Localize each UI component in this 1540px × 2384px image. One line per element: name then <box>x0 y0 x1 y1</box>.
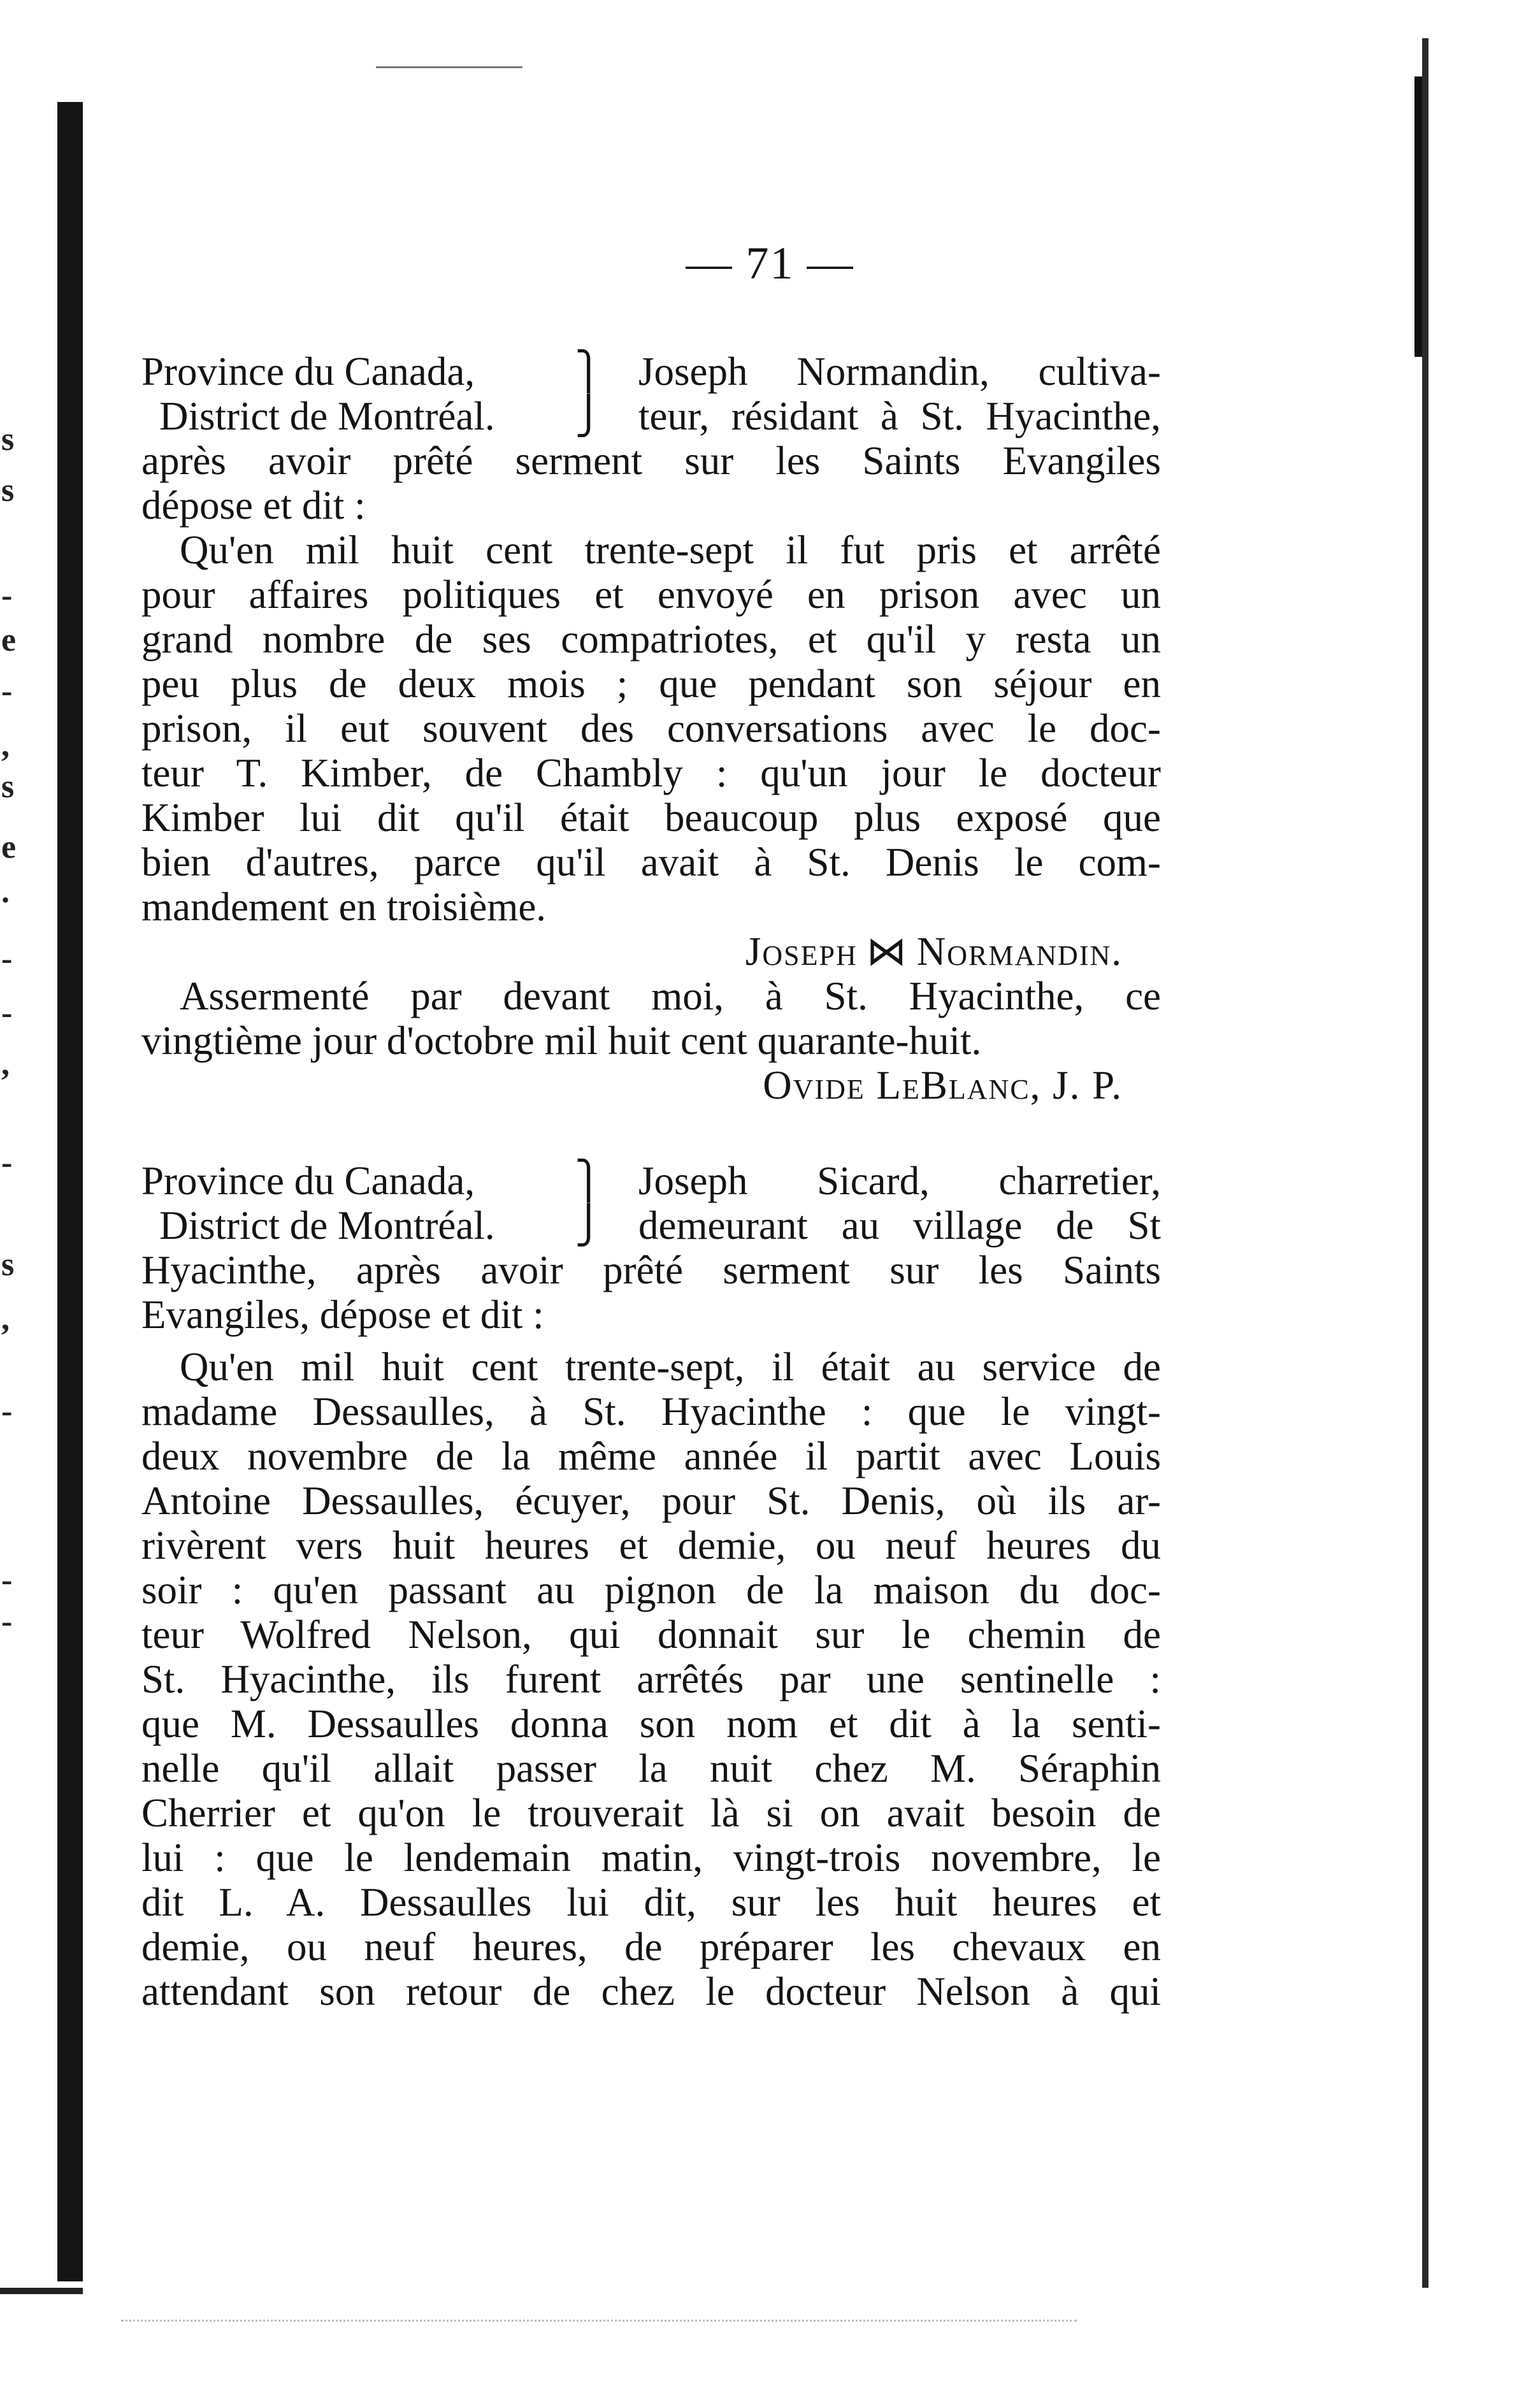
body-line: mandement en troisième. <box>141 885 547 929</box>
body-line: Cherrier et qu'on le trouverait là si on avait besoin de <box>141 1791 1161 1835</box>
margin-glyph: s <box>1 421 15 458</box>
body-line: dit L. A. Dessaulles lui dit, sur les huit heures et <box>141 1880 1161 1925</box>
margin-glyph: , <box>1 727 10 763</box>
deposition-header <box>141 349 1161 394</box>
body-line: pour affaires politiques et envoyé en prison avec un <box>141 572 1161 617</box>
jurisdiction-district: District de Montréal. <box>159 394 495 438</box>
deponent-line: teur, résidant à St. Hyacinthe, <box>638 394 1161 438</box>
page-number: — 71 — <box>686 238 854 289</box>
body-line: teur T. Kimber, de Chambly : qu'un jour le docteur <box>141 751 1161 795</box>
deposition-normandin <box>141 349 1161 1108</box>
body-line: deux novembre de la même année il partit avec Louis <box>141 1434 1161 1478</box>
body-line: rivèrent vers huit heures et demie, ou neuf heures du <box>141 1523 1161 1568</box>
justice-signature: Ovide LeBlanc, J. P. <box>763 1063 1123 1108</box>
body-line: nelle qu'il allait passer la nuit chez M. Séraphin <box>141 1746 1161 1791</box>
top-scan-mark <box>376 66 522 68</box>
margin-glyph: e <box>1 622 17 658</box>
sworn-line: Assermenté par devant moi, à St. Hyacinthe, ce <box>180 974 1161 1018</box>
body-line: prison, il eut souvent des conversations avec le doc- <box>141 706 1161 751</box>
signature-normandin <box>141 929 1161 974</box>
binding-shadow <box>57 102 83 2281</box>
facing-page-margin <box>0 0 25 2384</box>
margin-glyph: - <box>1 995 13 1031</box>
brace-top: ⎫ <box>575 350 603 392</box>
deposition-header <box>141 1159 1161 1203</box>
body-line: peu plus de deux mois ; que pendant son séjour en <box>141 661 1161 706</box>
bottom-scan-mark <box>121 2320 1077 2323</box>
page-edge-rule <box>1422 38 1428 2288</box>
body-line: après avoir prêté serment sur les Saints Evangiles <box>141 438 1161 483</box>
jurisdiction-province: Province du Canada, <box>141 1159 475 1203</box>
margin-glyph: - <box>1 941 13 977</box>
body-line: St. Hyacinthe, ils furent arrêtés par une sentinelle : <box>141 1657 1161 1701</box>
deposition-header <box>141 394 1161 438</box>
margin-glyph: - <box>1 1145 13 1181</box>
body-line: Qu'en mil huit cent trente-sept il fut pris et arrêté <box>180 528 1161 572</box>
body-line: grand nombre de ses compatriotes, et qu'il y resta un <box>141 617 1161 661</box>
deponent-line: demeurant au village de St <box>638 1203 1161 1248</box>
margin-glyph: - <box>1 1603 13 1640</box>
margin-glyph: , <box>1 1046 10 1082</box>
deposition-sicard <box>141 1159 1161 2014</box>
margin-glyph: , <box>1 1301 10 1337</box>
body-line: soir : qu'en passant au pignon de la maison du doc- <box>141 1568 1161 1612</box>
deposition-header <box>141 1203 1161 1248</box>
margin-glyph: s <box>1 472 15 509</box>
body-line: attendant son retour de chez le docteur Nelson à qui <box>141 1969 1161 2014</box>
margin-glyph: e <box>1 829 17 865</box>
deponent-line: Joseph Sicard, charretier, <box>638 1159 1161 1203</box>
body-line: dépose et dit : <box>141 483 366 528</box>
signature-mark-icon: ⋈ <box>866 929 908 974</box>
margin-glyph: - <box>1 1393 13 1429</box>
body-line: lui : que le lendemain matin, vingt-trois novembre, le <box>141 1835 1161 1880</box>
margin-glyph: . <box>1 874 10 910</box>
brace-bottom: ⎭ <box>575 395 603 437</box>
body-line: madame Dessaulles, à St. Hyacinthe : que le vingt- <box>141 1389 1161 1434</box>
jurisdiction-province: Province du Canada, <box>141 349 475 394</box>
margin-glyph: - <box>1 1562 13 1598</box>
deponent-line: Joseph Normandin, cultiva- <box>638 349 1161 394</box>
sworn-line: vingtième jour d'octobre mil huit cent quarante-huit. <box>141 1018 982 1063</box>
signature-first-name: Joseph <box>745 929 858 974</box>
signature-last-name: Normandin. <box>916 929 1123 974</box>
margin-glyph: - <box>1 673 13 709</box>
body-line: bien d'autres, parce qu'il avait à St. Denis le com- <box>141 840 1161 885</box>
brace-bottom: ⎭ <box>575 1204 603 1246</box>
body-line: teur Wolfred Nelson, qui donnait sur le chemin de <box>141 1612 1161 1657</box>
body-line: demie, ou neuf heures, de préparer les chevaux en <box>141 1925 1161 1969</box>
margin-glyph: - <box>1 577 13 614</box>
body-line: Qu'en mil huit cent trente-sept, il était au service de <box>180 1345 1161 1389</box>
brace-top: ⎫ <box>575 1160 603 1201</box>
jurisdiction-district: District de Montréal. <box>159 1203 495 1248</box>
body-line: Evangiles, dépose et dit : <box>141 1292 544 1337</box>
body-line: que M. Dessaulles donna son nom et dit à la senti- <box>141 1701 1161 1746</box>
body-line: Antoine Dessaulles, écuyer, pour St. Denis, où ils ar- <box>141 1478 1161 1523</box>
body-line: Hyacinthe, après avoir prêté serment sur les Saints <box>141 1248 1161 1292</box>
body-line: Kimber lui dit qu'il était beaucoup plus exposé que <box>141 795 1161 840</box>
margin-glyph: s <box>1 769 15 805</box>
margin-glyph: s <box>1 1246 15 1283</box>
